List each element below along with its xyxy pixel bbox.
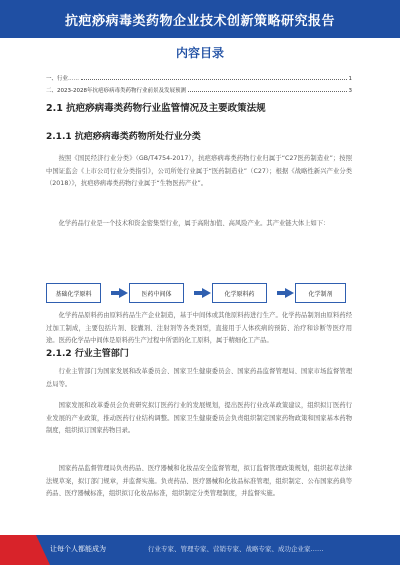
report-title: 抗疤痧病毒类药物企业技术创新策略研究报告: [64, 14, 335, 29]
subsection-heading: 2.1.2 行业主管部门: [46, 349, 129, 359]
report-footer: [0, 535, 400, 565]
toc-item-page: 1: [348, 76, 352, 82]
toc-item[interactable]: [46, 86, 352, 94]
paragraph: 国家药品监督管理局负责药品、医疗器械和化妆品安全监督管理，拟订监督管理政策规划，组织起草法律法规草案，拟订部门规章，并监督实施。负责药品、医疗器械和化妆品标准管理，组织制定、公布国家药典等药品、医疗器械标准，组织拟订化妆品标准，组织制定分类管理制度，并监督实施。: [46, 465, 352, 497]
toc-item[interactable]: [46, 74, 352, 82]
chain-step-box: 化学制剂: [295, 283, 346, 303]
footer-accent: [36, 535, 50, 565]
subsection-heading: 2.1.1 抗疤痧病毒类药物所处行业分类: [46, 132, 201, 142]
arrow-right-icon: [119, 288, 128, 298]
footer-tagline: 行业专家、管理专家、营销专家、战略专家、成功企业家……: [148, 545, 324, 553]
chain-step-box: 医药中间体: [129, 283, 184, 303]
industry-chain-diagram: [46, 283, 346, 307]
chain-step-box: 化学原料药: [212, 283, 267, 303]
toc-item-label: 一、行业……: [46, 76, 80, 82]
toc-item-label: 二、2023-2028年抗疤痧病毒类药物行业前景及发展预测: [46, 88, 186, 94]
arrow-right-icon: [202, 288, 211, 298]
arrow-right-icon: [285, 288, 294, 298]
footer-accent: [0, 535, 36, 565]
footer-slogan: 让每个人都能成为: [50, 545, 106, 553]
paragraph: 按照《国民经济行业分类》（GB/T4754-2017），抗疤痧病毒类药物行业归属于“C27医药制造业”；按照中国证监会《上市公司行业分类指引》，公司所处行业属于“医药制造业”（C27）；根据《战略性新兴产业分类（2018）》，抗疤痧病毒类药物行业属于“生物医药产业”。: [46, 155, 352, 187]
toc-title: 内容目录: [175, 46, 224, 60]
paragraph: 国家发展和改革委员会负责研究拟订医药行业的发展规划，提出医药行业改革政策建议，组织拟订医药行业发展的产业政策，推动医药行业结构调整。国家卫生健康委员会负责组织制定国家药物政策和国家基本药物制度，组织拟订国家药物目录。: [46, 402, 352, 434]
paragraph: 化学药品行业是一个技术和资金密集型行业，属于高附加值、高风险产业。其产业链大体上如下：: [58, 220, 330, 227]
paragraph: 行业主管部门为国家发展和改革委员会、国家卫生健康委员会、国家药品监督管理局、国家市场监督管理总局等。: [46, 368, 352, 388]
toc-leader: [81, 79, 346, 80]
chain-step-box: 基础化学原料: [46, 283, 101, 303]
report-header: [0, 0, 400, 38]
toc-leader: [188, 91, 347, 92]
section-heading: 2.1 抗疤痧病毒类药物行业监管情况及主要政策法规: [46, 103, 266, 114]
toc-item-page: 3: [348, 88, 352, 94]
paragraph: 化学药品原料药由原料药品生产企业制造，基于中间体或其他原料药进行生产。化学药品制剂由原料药经过加工制成，主要包括片剂、胶囊剂、注射剂等各类剂型，直接用于人体疾病的预防、治疗和诊断等医疗用途。医药化学品中间体是原料药生产过程中所需的化工原料，属于精细化工产品。: [46, 312, 352, 344]
